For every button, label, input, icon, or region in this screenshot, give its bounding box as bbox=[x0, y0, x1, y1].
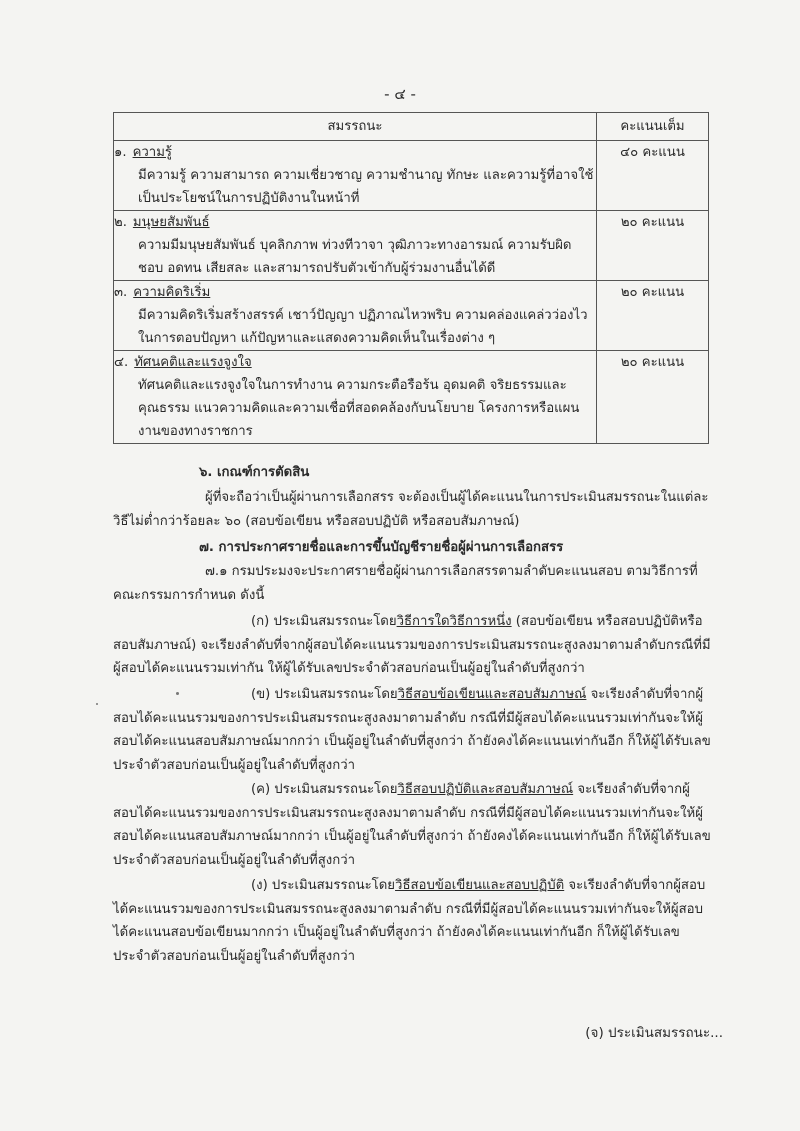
competency-description: ความมีมนุษยสัมพันธ์ บุคลิกภาพ ท่วงทีวาจา วุฒิภาวะทางอารมณ์ ความรับผิดชอบ อดทน เสียสละ และสามารถปรับตัวเข้ากับผู้ร่วมงานอื่นได้ดี bbox=[138, 238, 572, 276]
page-number: - ๔ - bbox=[384, 85, 416, 103]
competency-description: ทัศนคติและแรงจูงใจในการทำงาน ความกระตือรือร้น อุดมคติ จริยธรรมและคุณธรรม แนวความคิดและความเชื่อที่สอดคล้องกับนโยบาย โครงการหรือแผนงานของทางราชการ bbox=[138, 378, 580, 439]
competency-name: มนุษยสัมพันธ์ bbox=[132, 215, 210, 230]
criterion-method: วิธีการใดวิธีการหนึ่ง bbox=[396, 614, 512, 629]
score-cell: ๔๐ คะแนน bbox=[597, 141, 709, 211]
competency-title bbox=[114, 141, 596, 164]
score-cell: ๒๐ คะแนน bbox=[597, 281, 709, 351]
competency-description: มีความรู้ ความสามารถ ความเชี่ยวชาญ ความชำนาญ ทักษะ และความรู้ที่อาจใช้เป็นประโยชน์ในการปฏิบัติงานในหน้าที่ bbox=[138, 168, 594, 206]
scan-speck bbox=[176, 692, 179, 695]
section-6-heading: ๖. เกณฑ์การตัดสิน bbox=[199, 465, 310, 480]
criterion-lead: (ข) ประเมินสมรรถนะโดย bbox=[251, 687, 398, 702]
criterion-text: จะเรียงลำดับที่จากผู้สอบได้คะแนนรวมของการประเมินสมรรถนะสูงลงมาตามลำดับ กรณีที่มีผู้สอบได้คะแนนรวมเท่ากันจะให้ผู้สอบได้คะแนนสอบสัมภาษณ์มากกว่า เป็นผู้อยู่ในลำดับที่สูงกว่า ถ้ายังคงได้คะแนนเท่ากันอีก ก็ให้ผู้ได้รับเลขประจำตัวสอบก่อนเป็นผู้อยู่ในลำดับที่สูงกว่า bbox=[113, 782, 711, 868]
table-row bbox=[114, 141, 709, 211]
criterion-text: จะเรียงลำดับที่จากผู้สอบได้คะแนนรวมของการประเมินสมรรถนะสูงลงมาตามลำดับ กรณีที่มีผู้สอบได้คะแนนรวมเท่ากันจะให้ผู้สอบได้คะแนนสอบข้อเขียนมากกว่า เป็นผู้อยู่ในลำดับที่สูงกว่า ถ้ายังคงได้คะแนนเท่ากันอีก ก็ให้ผู้ได้รับเลขประจำตัวสอบก่อนเป็นผู้อยู่ในลำดับที่สูงกว่า bbox=[113, 878, 706, 964]
criterion-paragraph bbox=[113, 778, 713, 872]
competency-number: ๓. bbox=[114, 285, 128, 300]
criterion-method: วิธีสอบข้อเขียนและสอบสัมภาษณ์ bbox=[397, 687, 587, 702]
competency-name: ความรู้ bbox=[132, 145, 172, 160]
score-cell: ๒๐ คะแนน bbox=[597, 211, 709, 281]
criterion-lead: (ค) ประเมินสมรรถนะโดย bbox=[251, 782, 398, 797]
header-competency: สมรรถนะ bbox=[114, 113, 597, 141]
criterion-method: วิธีสอบข้อเขียนและสอบปฏิบัติ bbox=[395, 878, 565, 893]
competency-number: ๑. bbox=[114, 145, 127, 160]
continuation-note: (จ) ประเมินสมรรถนะ... bbox=[585, 1025, 723, 1041]
header-score: คะแนนเต็ม bbox=[597, 113, 709, 141]
competency-cell bbox=[114, 211, 597, 281]
competency-cell bbox=[114, 141, 597, 211]
table-row bbox=[114, 281, 709, 351]
competency-number: ๔. bbox=[114, 355, 129, 370]
section-7-heading: ๗. การประกาศรายชื่อและการขึ้นบัญชีรายชื่อผู้ผ่านการเลือกสรร bbox=[199, 540, 564, 555]
competency-name: ความคิดริเริ่ม bbox=[133, 285, 211, 300]
criterion-paragraph bbox=[113, 874, 713, 968]
competency-title bbox=[114, 211, 596, 234]
scan-speck bbox=[96, 703, 98, 705]
competency-number: ๒. bbox=[114, 215, 127, 230]
table-header-row bbox=[114, 113, 709, 141]
criterion-paragraph bbox=[113, 683, 713, 777]
competency-name: ทัศนคติและแรงจูงใจ bbox=[134, 355, 252, 370]
table-row bbox=[114, 351, 709, 444]
section-7-intro: ๗.๑ กรมประมงจะประกาศรายชื่อผู้ผ่านการเลือกสรรตามลำดับคะแนนสอบ ตามวิธีการที่คณะกรรมการกำหนด ดังนี้ bbox=[113, 564, 698, 603]
competency-cell bbox=[114, 281, 597, 351]
criterion-lead: (ก) ประเมินสมรรถนะโดย bbox=[251, 614, 397, 629]
criterion-text: (สอบข้อเขียน หรือสอบปฏิบัติหรือสอบสัมภาษณ์) จะเรียงลำดับที่จากผู้สอบได้คะแนนรวมของการประเมินสมรรถนะสูงลงมาตามลำดับกรณีที่มีผู้สอบได้คะแนนรวมเท่ากัน ให้ผู้ได้รับเลขประจำตัวสอบก่อนเป็นผู้อยู่ในลำดับที่สูงกว่า bbox=[113, 614, 711, 676]
criterion-text: จะเรียงลำดับที่จากผู้สอบได้คะแนนรวมของการประเมินสมรรถนะสูงลงมาตามลำดับ กรณีที่มีผู้สอบได้คะแนนรวมเท่ากันจะให้ผู้สอบได้คะแนนสอบสัมภาษณ์มากกว่า เป็นผู้อยู่ในลำดับที่สูงกว่า ถ้ายังคงได้คะแนนเท่ากันอีก ก็ให้ผู้ได้รับเลขประจำตัวสอบก่อนเป็นผู้อยู่ในลำดับที่สูงกว่า bbox=[113, 687, 711, 773]
competency-title bbox=[114, 351, 596, 374]
competency-table bbox=[113, 112, 709, 444]
competency-cell bbox=[114, 351, 597, 444]
criterion-lead: (ง) ประเมินสมรรถนะโดย bbox=[251, 878, 396, 893]
competency-description: มีความคิดริเริ่มสร้างสรรค์ เชาว์ปัญญา ปฏิภาณไหวพริบ ความคล่องแคล่วว่องไวในการตอบปัญหา แก้ปัญหาและแสดงความคิดเห็นในเรื่องต่าง ๆ bbox=[138, 308, 588, 346]
section-6-text: ผู้ที่จะถือว่าเป็นผู้ผ่านการเลือกสรร จะต้องเป็นผู้ได้คะแนนในการประเมินสมรรถนะในแต่ละวิธีไม่ต่ำกว่าร้อยละ ๖๐ (สอบข้อเขียน หรือสอบปฏิบัติ หรือสอบสัมภาษณ์) bbox=[113, 490, 709, 529]
criterion-paragraph bbox=[113, 610, 713, 681]
table-row bbox=[114, 211, 709, 281]
competency-title bbox=[114, 281, 596, 304]
score-cell: ๒๐ คะแนน bbox=[597, 351, 709, 444]
criterion-method: วิธีสอบปฏิบัติและสอบสัมภาษณ์ bbox=[397, 782, 574, 797]
